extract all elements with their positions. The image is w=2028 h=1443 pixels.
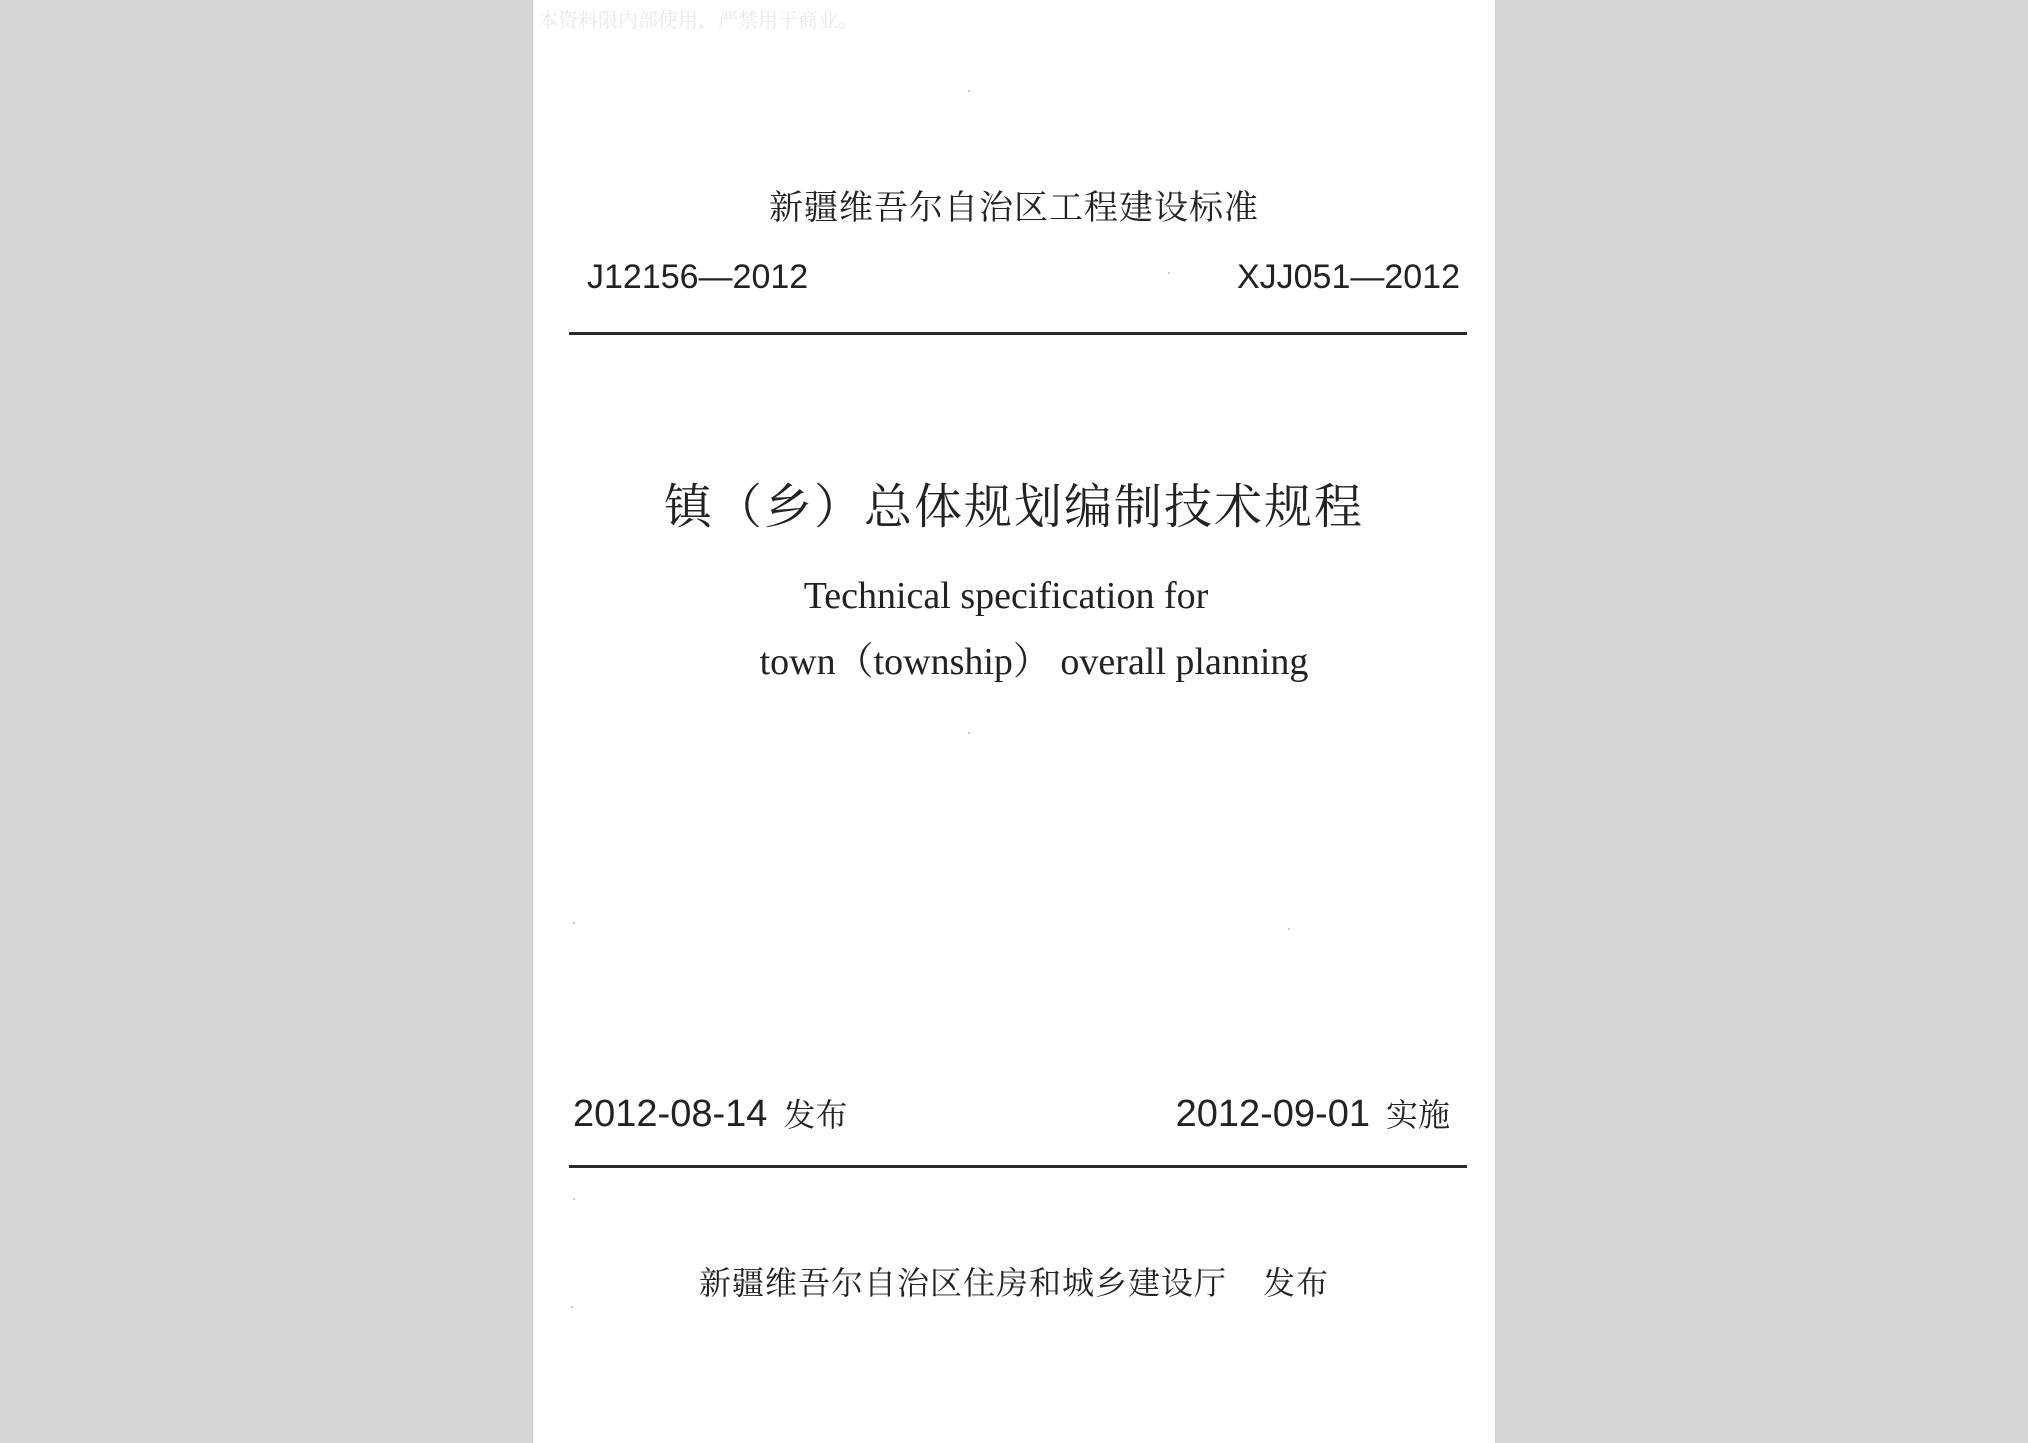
scan-speck xyxy=(968,90,970,92)
scan-speck xyxy=(571,1306,573,1308)
title-chinese: 镇（乡）总体规划编制技术规程 xyxy=(663,479,1364,535)
watermark-text: 本资料限内部使用，严禁用于商业。 xyxy=(538,8,858,32)
issuer-header: 新疆维吾尔自治区工程建设标准 xyxy=(769,188,1259,228)
effective-date-block xyxy=(1176,1090,1450,1136)
title-english-line1: Technical specification for xyxy=(803,575,1209,617)
scan-speck xyxy=(573,922,575,924)
effective-date: 2012-09-01 xyxy=(1175,1093,1370,1135)
document-page xyxy=(533,0,1495,1443)
effective-label: 实施 xyxy=(1385,1096,1450,1134)
publish-label: 发布 xyxy=(1263,1264,1330,1302)
title-english-line2: town（township） overall planning xyxy=(759,641,1309,683)
publisher-line xyxy=(533,1258,1495,1304)
standard-code-left: J12156—2012 xyxy=(587,258,809,296)
scan-speck xyxy=(968,732,970,734)
scan-speck xyxy=(1288,928,1290,930)
issue-label: 发布 xyxy=(783,1096,848,1134)
issue-date: 2012-08-14 xyxy=(573,1093,768,1135)
scan-speck xyxy=(573,1198,575,1200)
top-divider xyxy=(569,332,1467,335)
issue-date-block xyxy=(573,1090,847,1136)
publisher-name: 新疆维吾尔自治区住房和城乡建设厅 xyxy=(698,1264,1227,1302)
bottom-divider xyxy=(569,1165,1467,1168)
standard-code-right: XJJ051—2012 xyxy=(1236,258,1460,296)
scan-speck xyxy=(1168,272,1170,274)
